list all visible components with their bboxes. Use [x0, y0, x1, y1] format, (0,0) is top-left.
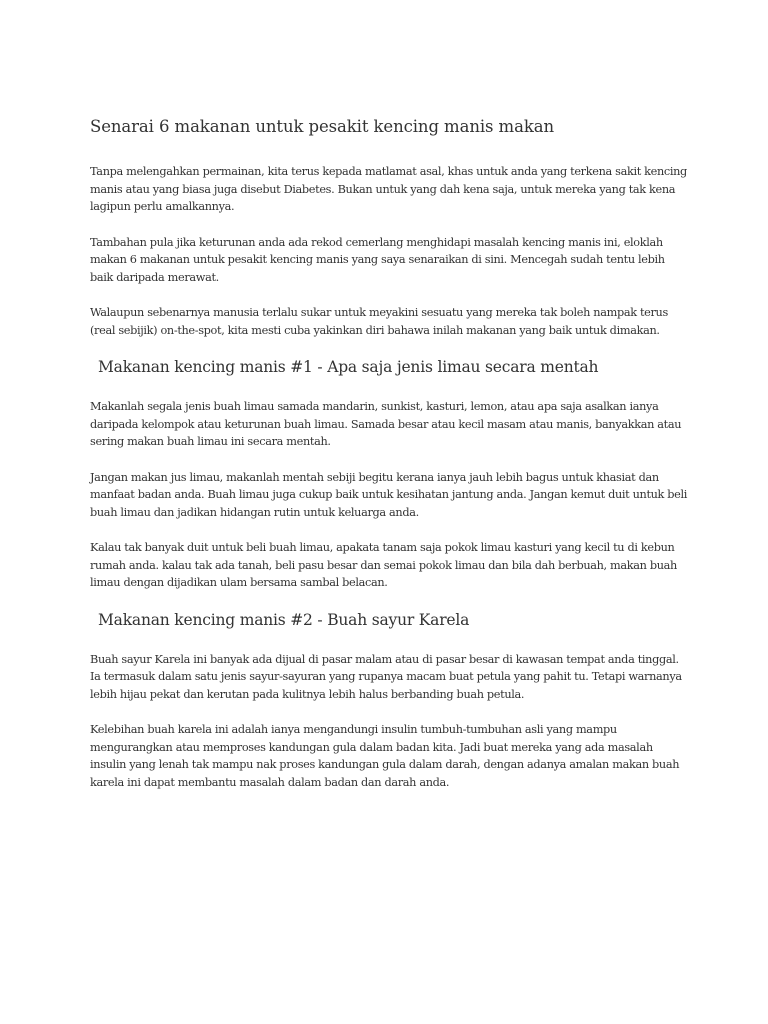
document-title: Senarai 6 makanan untuk pesakit kencing manis makan	[90, 117, 554, 136]
paragraph: Tanpa melengahkan permainan, kita terus kepada matlamat asal, khas untuk anda yang terkena sakit kencing manis atau yang biasa juga disebut Diabetes. Bukan untuk yang dah kena saja, untuk mereka yang tak kena lagipun perlu amalkannya.	[90, 165, 687, 213]
section-heading: Makanan kencing manis #1 - Apa saja jenis limau secara mentah	[98, 358, 599, 376]
paragraph: Jangan makan jus limau, makanlah mentah sebiji begitu kerana ianya jauh lebih bagus untuk khasiat dan manfaat badan anda. Buah limau juga cukup baik untuk kesihatan jantung anda. Jangan kemut duit untuk beli buah limau dan jadikan hidangan rutin untuk keluarga anda.	[90, 470, 688, 519]
document-content	[90, 116, 690, 809]
paragraph: Tambahan pula jika keturunan anda ada rekod cemerlang menghidapi masalah kencing manis ini, eloklah makan 6 makanan untuk pesakit kencing manis yang saya senaraikan di sini. Mencegah sudah tentu lebih baik daripada merawat.	[90, 235, 665, 284]
paragraph: Kalau tak banyak duit untuk beli buah limau, apakata tanam saja pokok limau kasturi yang kecil tu di kebun rumah anda. kalau tak ada tanah, beli pasu besar dan semai pokok limau dan bila dah berbuah, makan buah limau dengan dijadikan ulam bersama sambal belacan.	[90, 541, 677, 589]
paragraph: Buah sayur Karela ini banyak ada dijual di pasar malam atau di pasar besar di kawasan tempat anda tinggal. Ia termasuk dalam satu jenis sayur-sayuran yang rupanya macam buat petula yang pahit tu. Tetapi warnanya lebih hijau pekat dan kerutan pada kulitnya lebih halus berbanding buah petula.	[90, 652, 682, 701]
paragraph: Kelebihan buah karela ini adalah ianya mengandungi insulin tumbuh-tumbuhan asli yang mampu mengurangkan atau memproses kandungan gula dalam badan kita. Jadi buat mereka yang ada masalah insulin yang lenah tak mampu nak proses kandungan gula dalam darah, dengan adanya amalan makan buah karela ini dapat membantu masalah dalam badan dan darah anda.	[90, 723, 680, 789]
paragraph: Makanlah segala jenis buah limau samada mandarin, sunkist, kasturi, lemon, atau apa saja asalkan ianya daripada kelompok atau keturunan buah limau. Samada besar atau kecil masam atau manis, banyakkan atau sering makan buah limau ini secara mentah.	[90, 400, 682, 448]
section-heading: Makanan kencing manis #2 - Buah sayur Karela	[98, 610, 470, 629]
paragraph: Walaupun sebenarnya manusia terlalu sukar untuk meyakini sesuatu yang mereka tak boleh nampak terus (real sebijik) on-the-spot, kita mesti cuba yakinkan diri bahawa inilah makanan yang baik untuk dimakan.	[90, 306, 668, 337]
